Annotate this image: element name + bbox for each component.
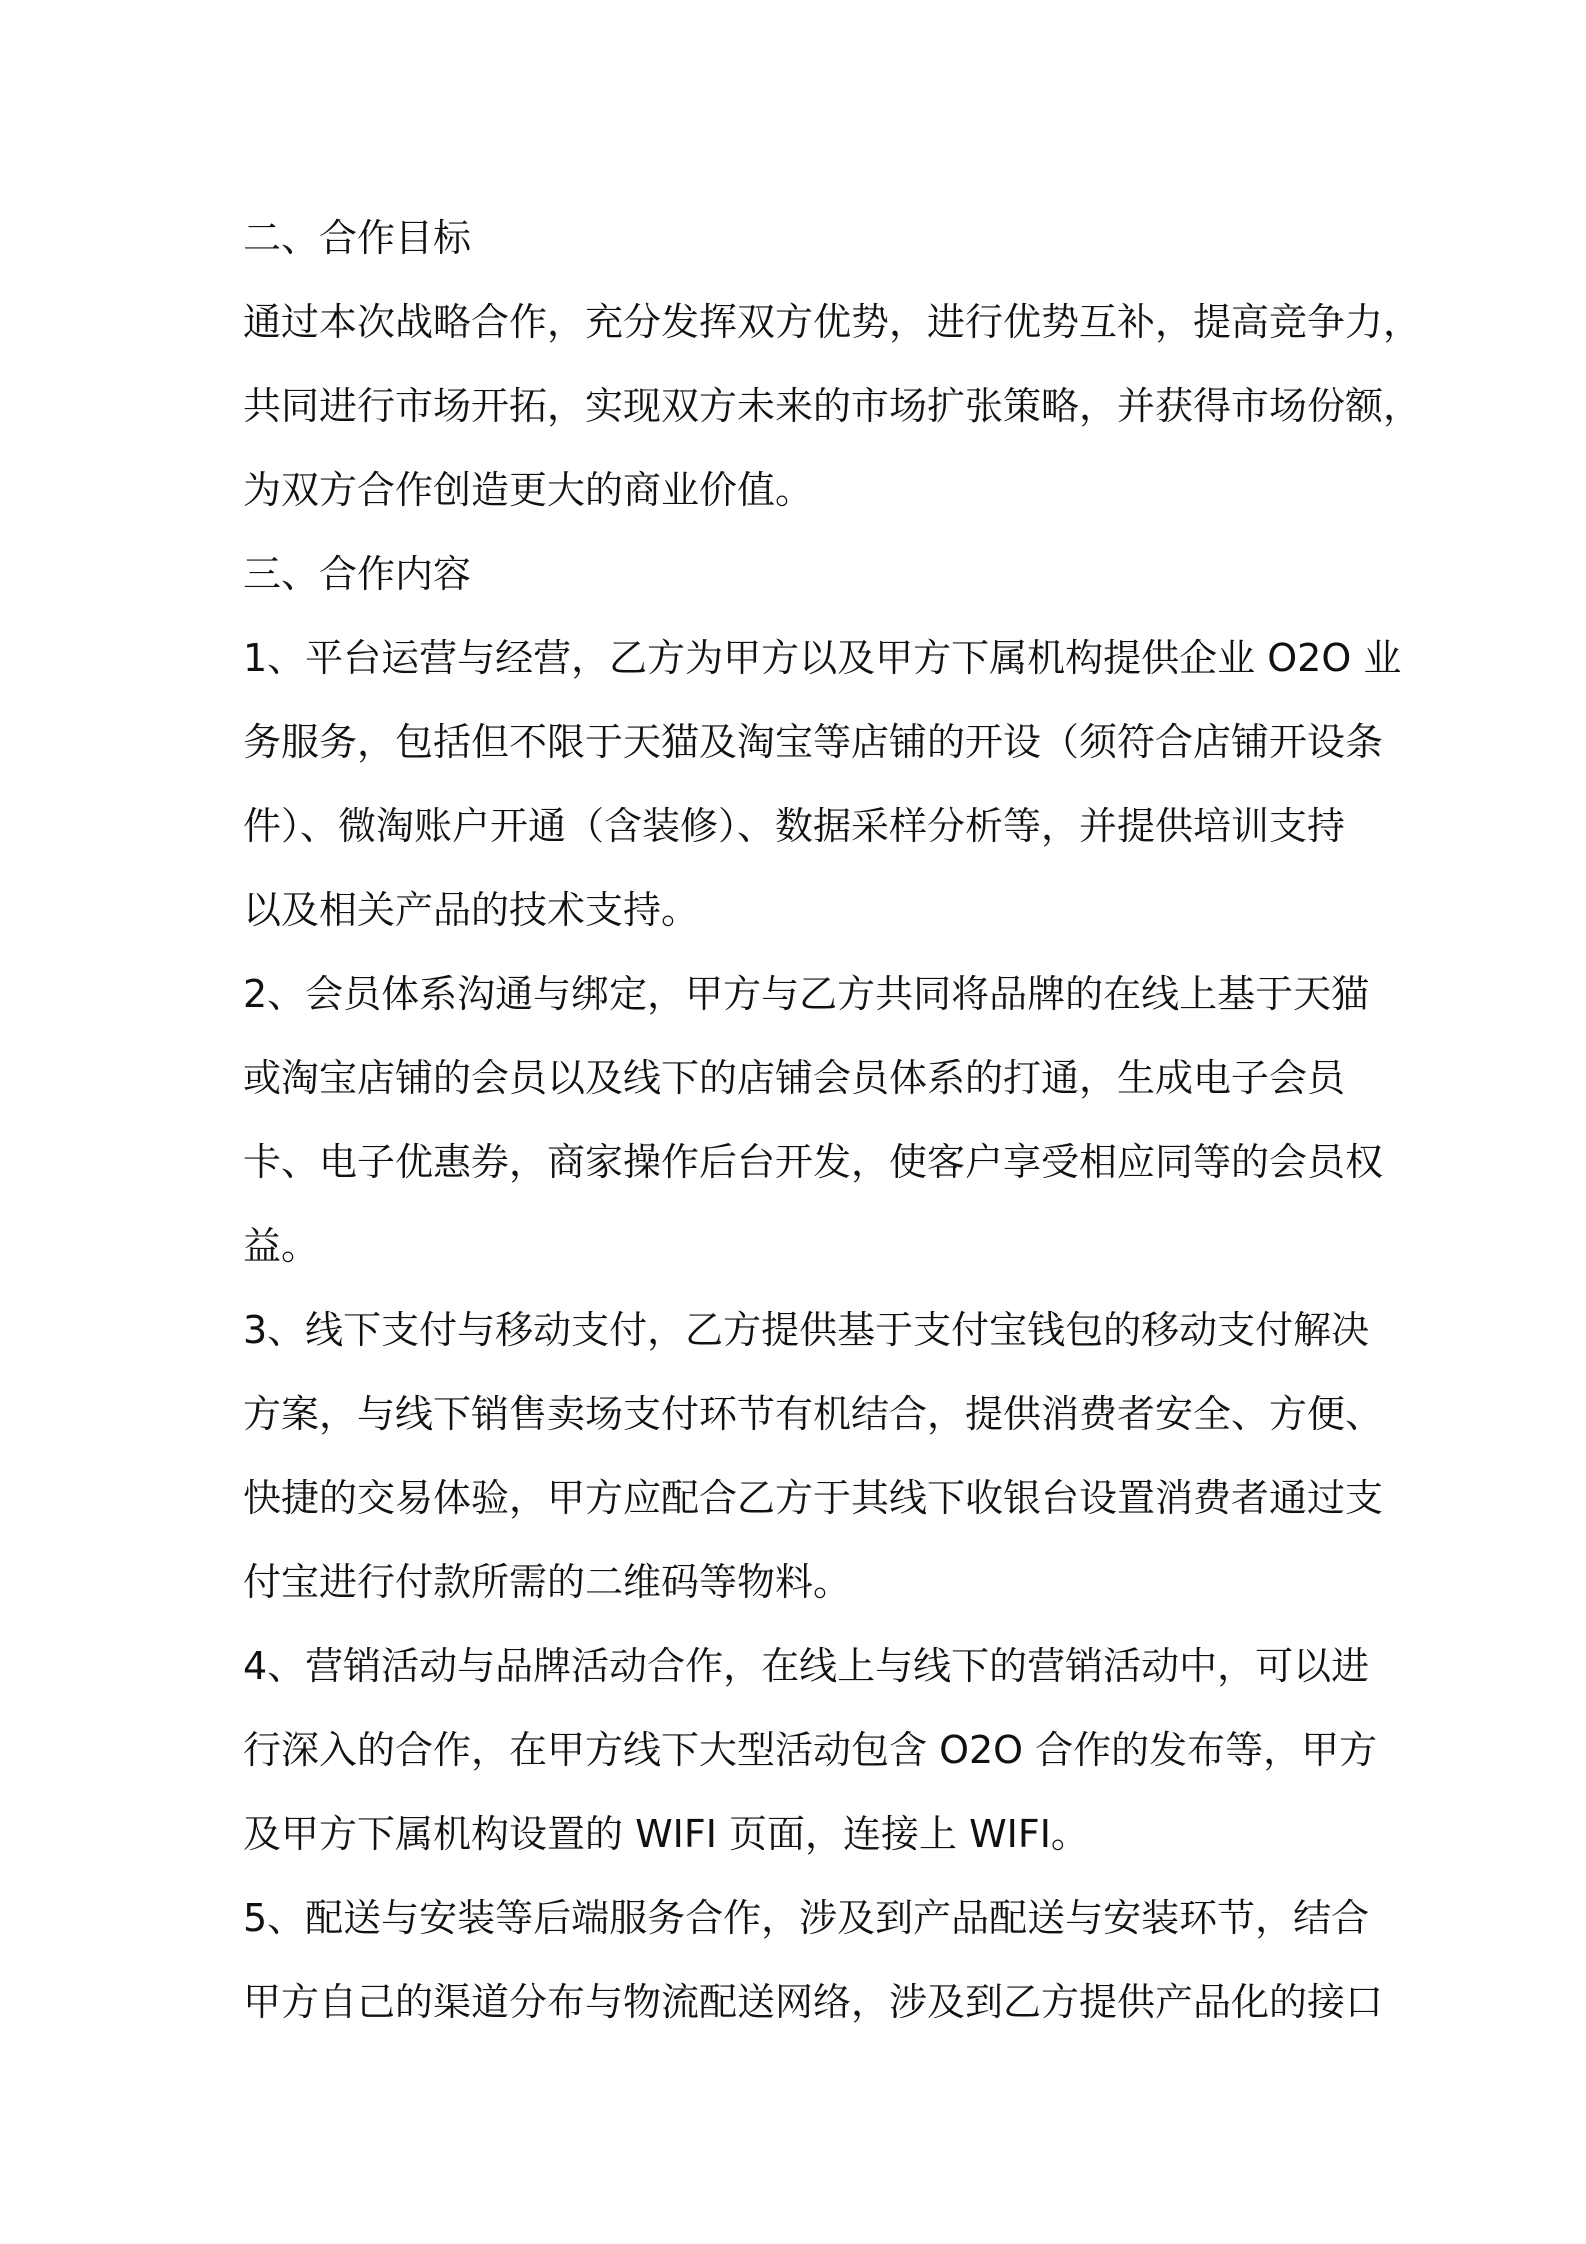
item-1-line: 件）、微淘账户开通（含装修）、数据采样分析等，并提供培训支持 bbox=[243, 804, 1346, 848]
item-1-line: 1、平台运营与经营，乙方为甲方以及甲方下属机构提供企业 O2O 业 bbox=[243, 636, 1402, 680]
item-3-line: 付宝进行付款所需的二维码等物料。 bbox=[243, 1560, 852, 1604]
item-3-line: 快捷的交易体验，甲方应配合乙方于其线下收银台设置消费者通过支 bbox=[243, 1476, 1384, 1520]
item-2-line: 卡、电子优惠券，商家操作后台开发，使客户享受相应同等的会员权 bbox=[243, 1140, 1384, 1184]
item-2-line: 或淘宝店铺的会员以及线下的店铺会员体系的打通，生成电子会员 bbox=[243, 1056, 1346, 1100]
item-4-line: 4、营销活动与品牌活动合作，在线上与线下的营销活动中，可以进 bbox=[243, 1644, 1370, 1688]
item-1-line: 以及相关产品的技术支持。 bbox=[243, 888, 700, 932]
paragraph-line: 共同进行市场开拓，实现双方未来的市场扩张策略，并获得市场份额， bbox=[243, 384, 1422, 428]
item-4-line: 及甲方下属机构设置的 WIFI 页面，连接上 WIFI。 bbox=[243, 1812, 1089, 1856]
document-body bbox=[243, 196, 1422, 2044]
paragraph-line: 为双方合作创造更大的商业价值。 bbox=[243, 468, 814, 512]
item-4-line: 行深入的合作，在甲方线下大型活动包含 O2O 合作的发布等，甲方 bbox=[243, 1728, 1378, 1772]
item-3-line: 3、线下支付与移动支付，乙方提供基于支付宝钱包的移动支付解决 bbox=[243, 1308, 1370, 1352]
item-2-line: 益。 bbox=[243, 1224, 320, 1268]
section-heading-content: 三、合作内容 bbox=[243, 552, 472, 596]
item-3-line: 方案，与线下销售卖场支付环节有机结合，提供消费者安全、方便、 bbox=[243, 1392, 1384, 1436]
section-heading-goals: 二、合作目标 bbox=[243, 216, 472, 260]
item-5-line: 甲方自己的渠道分布与物流配送网络，涉及到乙方提供产品化的接口 bbox=[243, 1980, 1384, 2024]
paragraph-line: 通过本次战略合作，充分发挥双方优势，进行优势互补，提高竞争力， bbox=[243, 300, 1422, 344]
item-5-line: 5、配送与安装等后端服务合作，涉及到产品配送与安装环节，结合 bbox=[243, 1896, 1370, 1940]
item-1-line: 务服务，包括但不限于天猫及淘宝等店铺的开设（须符合店铺开设条 bbox=[243, 720, 1384, 764]
item-2-line: 2、会员体系沟通与绑定，甲方与乙方共同将品牌的在线上基于天猫 bbox=[243, 972, 1370, 1016]
